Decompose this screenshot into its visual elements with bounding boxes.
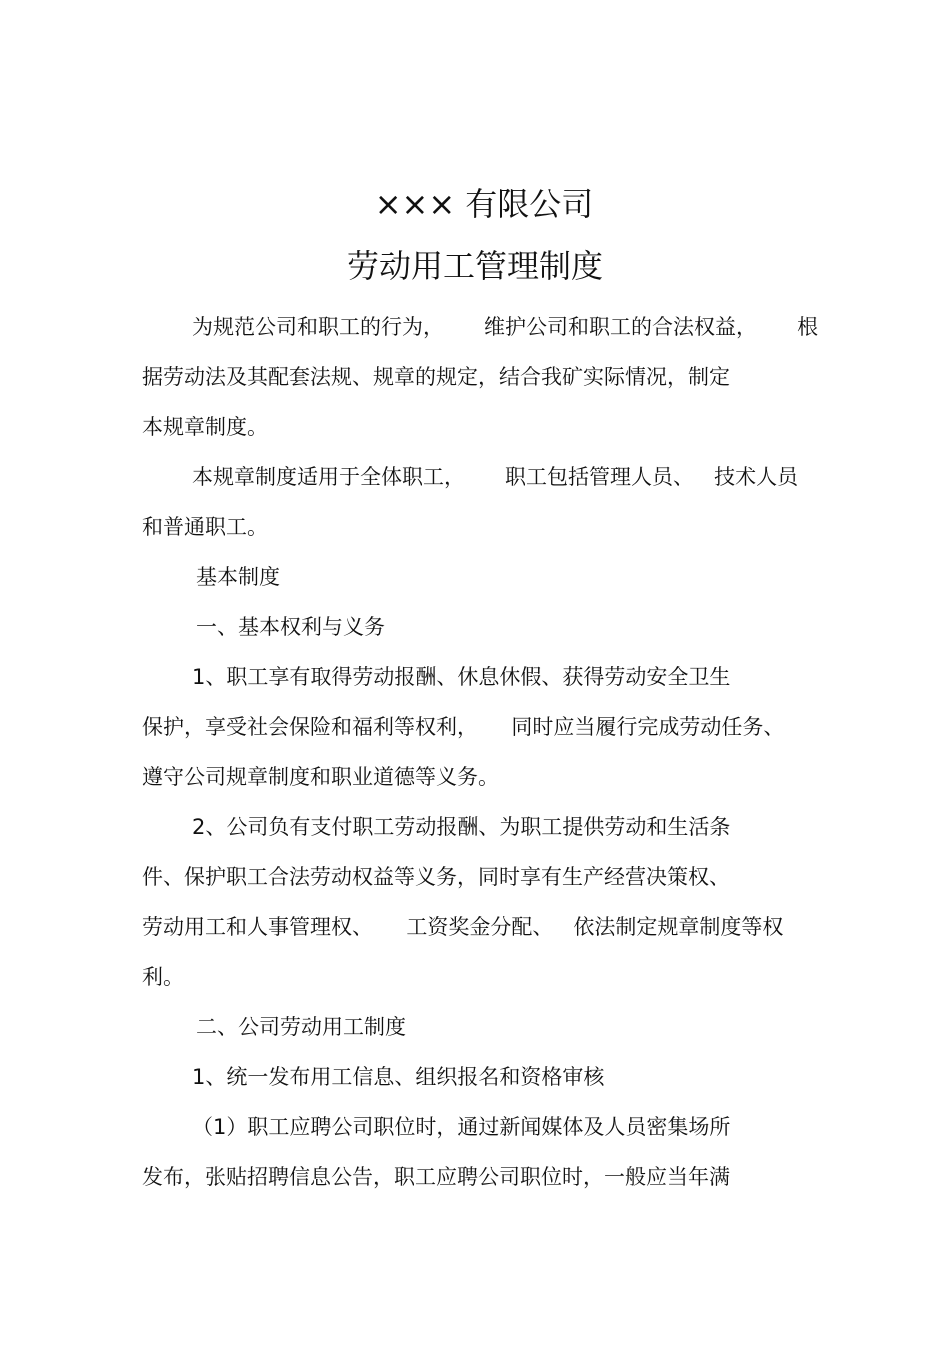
body-line: 为规范公司和职工的行为， 维护公司和职工的合法权益， 根: [192, 315, 819, 339]
body-line: 遵守公司规章制度和职业道德等义务。: [142, 765, 499, 789]
body-line: 劳动用工和人事管理权、 工资奖金分配、 依法制定规章制度等权: [142, 915, 784, 939]
body-line: 发布，张贴招聘信息公告，职工应聘公司职位时，一般应当年满: [142, 1165, 730, 1189]
body-line: 件、保护职工合法劳动权益等义务，同时享有生产经营决策权、: [142, 865, 730, 889]
company-title: ××× 有限公司: [374, 185, 594, 223]
body-line: 1、职工享有取得劳动报酬、休息休假、获得劳动安全卫生: [192, 665, 731, 689]
body-line: （1）职工应聘公司职位时，通过新闻媒体及人员密集场所: [192, 1115, 731, 1139]
body-line: 本规章制度。: [142, 415, 268, 439]
body-line: 保护，享受社会保险和福利等权利， 同时应当履行完成劳动任务、: [142, 715, 785, 739]
body-line: 本规章制度适用于全体职工， 职工包括管理人员、 技术人员: [192, 465, 799, 489]
body-line: 利。: [142, 965, 184, 989]
body-line: 据劳动法及其配套法规、规章的规定，结合我矿实际情况，制定: [142, 365, 730, 389]
section-heading: 二、公司劳动用工制度: [196, 1015, 406, 1039]
document-title: 劳动用工管理制度: [346, 247, 603, 285]
section-heading: 一、基本权利与义务: [196, 615, 385, 639]
body-line: 2、公司负有支付职工劳动报酬、为职工提供劳动和生活条: [192, 815, 731, 839]
body-line: 和普通职工。: [142, 515, 268, 539]
section-heading: 基本制度: [196, 565, 280, 589]
section-heading: 1、统一发布用工信息、组织报名和资格审核: [192, 1065, 605, 1089]
